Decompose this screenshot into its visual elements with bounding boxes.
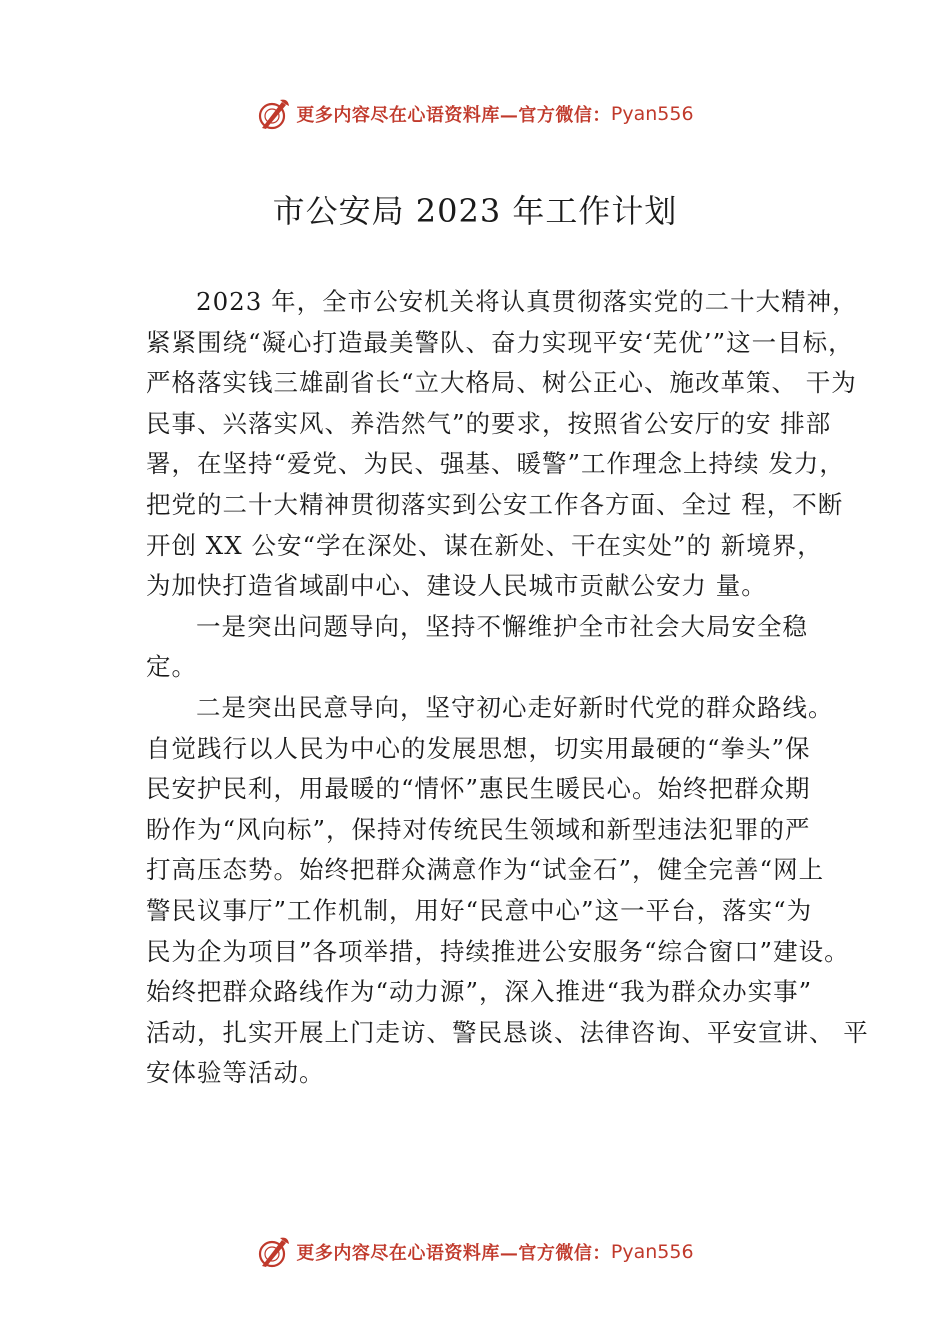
text-line: 民事、兴落实风、养浩然气”的要求，按照省公安厅的安 排部: [146, 408, 832, 438]
text-line: 紧紧围绕“凝心打造最美警队、奋力实现平安‘芜优’”这一目标，: [146, 327, 854, 357]
document-body: [146, 282, 869, 1094]
text-line: 2023 年，全市公安机关将认真贯彻落实党的二十大精神，: [196, 287, 858, 316]
banner-label: 更多内容尽在心语资料库—官方微信：: [296, 105, 611, 126]
text-line: 二是突出民意导向，坚守初心走好新时代党的群众路线。: [196, 692, 834, 722]
text-line: 署，在坚持“爱党、为民、强基、暖警”工作理念上持续 发力，: [146, 449, 845, 479]
text-line: 盼作为“风向标”，保持对传统民生领域和新型违法犯罪的严: [146, 814, 811, 844]
banner-wechat-id: Pyan556: [610, 103, 694, 125]
text-line: 民安护民利，用最暖的“情怀”惠民生暖民心。始终把群众期: [146, 774, 811, 804]
text-line: 定。: [146, 652, 197, 682]
text-line: 为加快打造省域副中心、建设人民城市贡献公安力 量。: [146, 571, 767, 601]
header-banner: [0, 94, 950, 134]
text-line: 一是突出问题导向，坚持不懈维护全市社会大局安全稳: [196, 611, 808, 641]
text-line: 警民议事厅”工作机制，用好“民意中心”这一平台，落实“为: [146, 895, 813, 925]
text-line: 开创 XX 公安“学在深处、谋在新处、干在实处”的 新境界，: [146, 530, 823, 560]
text-line: 始终把群众路线作为“动力源”，深入推进“我为群众办实事”: [146, 977, 813, 1007]
text-line: 把党的二十大精神贯彻落实到公安工作各方面、全过 程，不断: [146, 489, 844, 519]
quill-logo-icon: [256, 96, 292, 132]
text-line: 活动，扎实开展上门走访、警民恳谈、法律咨询、平安宣讲、 平: [146, 1017, 869, 1047]
text-line: 严格落实钱三雄副省长“立大格局、树公正心、施改革策、 干为: [146, 368, 857, 398]
quill-logo-icon: [256, 1234, 292, 1270]
footer-banner: [0, 1232, 950, 1272]
page-title: 市公安局 2023 年工作计划: [272, 192, 678, 230]
banner-label: 更多内容尽在心语资料库—官方微信：: [296, 1243, 611, 1264]
banner-wechat-id: Pyan556: [610, 1241, 694, 1263]
text-line: 自觉践行以人民为中心的发展思想，切实用最硬的“拳头”保: [146, 733, 811, 763]
text-line: 民为企为项目”各项举措，持续推进公安服务“综合窗口”建设。: [146, 936, 850, 966]
text-line: 安体验等活动。: [146, 1058, 325, 1088]
text-line: 打高压态势。始终把群众满意作为“试金石”，健全完善“网上: [146, 855, 825, 885]
